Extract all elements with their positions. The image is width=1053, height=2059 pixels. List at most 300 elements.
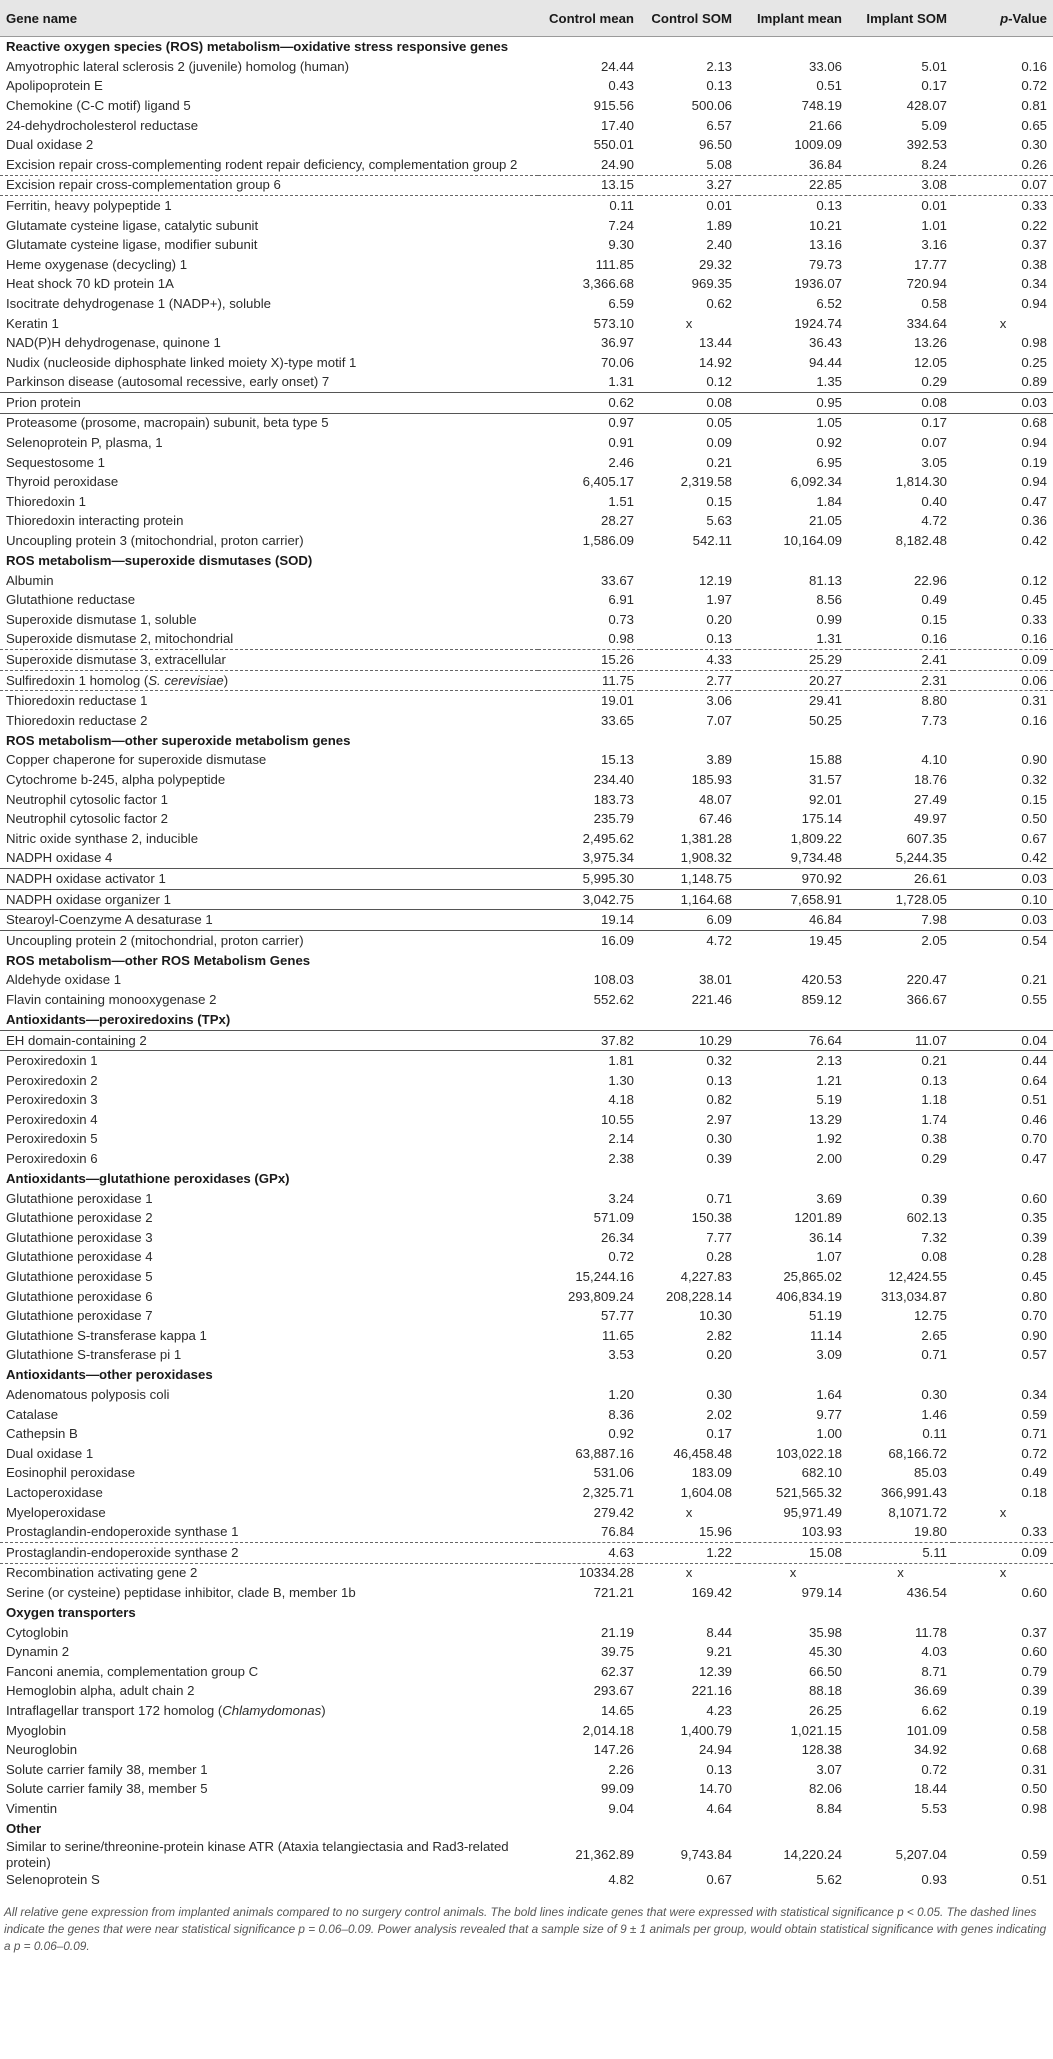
implant-som-cell: 0.16 — [921, 631, 947, 647]
control-mean-cell: 33.65 — [600, 712, 634, 728]
implant-mean-cell: x — [738, 1563, 848, 1583]
header-p-suffix: -Value — [1008, 10, 1047, 26]
gene-name-cell: Uncoupling protein 2 (mitochondrial, proton carrier) — [0, 930, 538, 950]
p-value-cell: 0.42 — [1021, 533, 1047, 549]
control-som-cell: 169.42 — [691, 1584, 732, 1600]
table-footnote: All relative gene expression from implanted animals compared to no surgery control animals. The bold lines indicate genes that were expressed with statistical significance p < 0.05. The dashed lines indicate the genes that were near statistical significance p = 0.06–0.09. Power analysis revealed that a sample size of 9 ± 1 animals per group, would obtain statistical significance with genes indicating a p = 0.06–0.09. — [4, 1905, 1047, 1954]
gene-name-cell: Glutathione peroxidase 3 — [6, 1229, 153, 1245]
section-title: Antioxidants—other peroxidases — [6, 1367, 213, 1383]
control-mean-cell: 4.63 — [538, 1542, 640, 1563]
p-value-cell: 0.07 — [953, 175, 1053, 196]
p-value-cell: 0.59 — [1021, 1846, 1047, 1862]
implant-mean-cell: 66.50 — [808, 1663, 842, 1679]
gene-name-cell: NAD(P)H dehydrogenase, quinone 1 — [6, 335, 221, 351]
implant-mean-cell: 8.84 — [816, 1800, 842, 1816]
gene-name-cell: Uncoupling protein 3 (mitochondrial, proton carrier) — [6, 533, 304, 549]
implant-mean-cell: 25,865.02 — [783, 1269, 842, 1285]
control-som-cell: 0.13 — [706, 631, 732, 647]
implant-som-cell: 101.09 — [906, 1722, 947, 1738]
p-value-cell: 0.09 — [953, 650, 1053, 671]
control-mean-cell: 550.01 — [593, 137, 634, 153]
p-value-cell: 0.81 — [1021, 97, 1047, 113]
control-som-cell: 4.33 — [640, 650, 738, 671]
gene-name-cell: Excision repair cross-complementing rodent repair deficiency, complementation group 2 — [6, 156, 518, 172]
control-mean-cell: 4.18 — [608, 1092, 634, 1108]
gene-name-cell: NADPH oxidase organizer 1 — [0, 889, 538, 910]
implant-som-cell: 0.17 — [921, 78, 947, 94]
control-som-cell: x — [640, 1563, 738, 1583]
table-row — [0, 1267, 1053, 1287]
p-value-cell: 0.55 — [1021, 991, 1047, 1007]
gene-name-cell: Dual oxidase 2 — [6, 137, 94, 153]
p-value-cell: 0.33 — [1021, 611, 1047, 627]
gene-name-cell: Vimentin — [6, 1800, 58, 1816]
implant-som-cell: 8,182.48 — [895, 533, 947, 549]
control-som-cell: 4.64 — [706, 1800, 732, 1816]
implant-mean-cell: 521,565.32 — [775, 1484, 842, 1500]
table-row — [0, 1483, 1053, 1503]
control-mean-cell: 0.62 — [538, 393, 640, 414]
control-som-cell: 13.44 — [698, 335, 732, 351]
control-som-cell: 4,227.83 — [680, 1269, 732, 1285]
control-mean-cell: 235.79 — [593, 811, 634, 827]
implant-mean-cell: 95,971.49 — [783, 1504, 842, 1520]
control-mean-cell: 21.19 — [600, 1624, 634, 1640]
implant-mean-cell: 0.95 — [738, 393, 848, 414]
table-row — [0, 1405, 1053, 1425]
table-row — [0, 1326, 1053, 1346]
table-row — [0, 155, 1053, 175]
control-som-cell: 0.62 — [706, 295, 732, 311]
control-mean-cell: 36.97 — [600, 335, 634, 351]
control-mean-cell: 915.56 — [593, 97, 634, 113]
table-row — [0, 135, 1053, 155]
p-value-cell: 0.28 — [1021, 1249, 1047, 1265]
gene-name-cell: Dual oxidase 1 — [6, 1445, 94, 1461]
implant-som-cell: 1.18 — [921, 1092, 947, 1108]
table-row — [0, 1110, 1053, 1130]
implant-som-cell: 85.03 — [913, 1465, 947, 1481]
control-som-cell: 0.13 — [706, 78, 732, 94]
table-row — [0, 1051, 1053, 1071]
implant-mean-cell: 1.07 — [816, 1249, 842, 1265]
control-som-cell: 38.01 — [698, 972, 732, 988]
gene-name-cell: Prion protein — [0, 393, 538, 414]
implant-mean-cell: 20.27 — [738, 670, 848, 691]
control-som-cell: 7.07 — [706, 712, 732, 728]
p-value-cell: 0.46 — [1021, 1111, 1047, 1127]
control-mean-cell: 63,887.16 — [575, 1445, 634, 1461]
table-row — [0, 751, 1053, 771]
implant-mean-cell: 81.13 — [808, 572, 842, 588]
gene-name-cell: Hemoglobin alpha, adult chain 2 — [6, 1683, 195, 1699]
control-mean-cell: 2.46 — [608, 454, 634, 470]
gene-name-cell: Thioredoxin 1 — [6, 493, 86, 509]
table-row — [0, 809, 1053, 829]
p-value-cell: 0.71 — [1021, 1426, 1047, 1442]
control-mean-cell: 39.75 — [600, 1644, 634, 1660]
gene-name-cell: Eosinophil peroxidase — [6, 1465, 136, 1481]
implant-mean-cell: 1.92 — [816, 1131, 842, 1147]
control-mean-cell: 76.84 — [600, 1524, 634, 1540]
gene-name-cell: Keratin 1 — [6, 315, 59, 331]
implant-mean-cell: 0.99 — [816, 611, 842, 627]
header-p-italic: p — [1000, 10, 1009, 26]
gene-name-cell: Neuroglobin — [6, 1742, 78, 1758]
implant-mean-cell: 6.95 — [816, 454, 842, 470]
p-value-cell: 0.94 — [1021, 474, 1047, 490]
table-row — [0, 990, 1053, 1010]
gene-name-cell: Catalase — [6, 1406, 59, 1422]
control-som-cell: 221.16 — [691, 1683, 732, 1699]
control-som-cell: 0.82 — [706, 1092, 732, 1108]
implant-som-cell: 68,166.72 — [888, 1445, 947, 1461]
implant-som-cell: x — [848, 1563, 953, 1583]
table-row — [0, 393, 1053, 414]
implant-som-cell: 27.49 — [913, 791, 947, 807]
p-value-cell: 0.98 — [1021, 335, 1047, 351]
table-row — [0, 1662, 1053, 1682]
control-som-cell: 24.94 — [698, 1742, 732, 1758]
control-mean-cell: 2,014.18 — [582, 1722, 634, 1738]
implant-som-cell: 8.80 — [848, 691, 953, 711]
control-som-cell: 4.23 — [706, 1702, 732, 1718]
implant-som-cell: 2.65 — [921, 1327, 947, 1343]
gene-name-cell: Solute carrier family 38, member 5 — [6, 1781, 208, 1797]
control-mean-cell: 2.14 — [608, 1131, 634, 1147]
control-som-cell: 208,228.14 — [665, 1288, 732, 1304]
gene-name-cell: Neutrophil cytosolic factor 1 — [6, 791, 168, 807]
control-mean-cell: 721.21 — [593, 1584, 634, 1600]
control-mean-cell: 6,405.17 — [582, 474, 634, 490]
p-value-cell: 0.90 — [1021, 752, 1047, 768]
implant-som-cell: 720.94 — [906, 276, 947, 292]
control-mean-cell: 6.91 — [608, 592, 634, 608]
control-som-cell: 9,743.84 — [680, 1846, 732, 1862]
gene-name-cell: Cathepsin B — [6, 1426, 78, 1442]
p-value-cell: 0.34 — [1021, 1387, 1047, 1403]
implant-som-cell: 0.72 — [921, 1761, 947, 1777]
control-som-cell: 1.97 — [706, 592, 732, 608]
gene-name-cell: Nitric oxide synthase 2, inducible — [6, 830, 199, 846]
gene-name-cell: Proteasome (prosome, macropain) subunit, beta type 5 — [0, 413, 538, 433]
p-value-cell: 0.37 — [1021, 237, 1047, 253]
implant-som-cell: 4.03 — [921, 1644, 947, 1660]
implant-mean-cell: 1.05 — [738, 413, 848, 433]
control-mean-cell: 108.03 — [593, 972, 634, 988]
header-p-value — [953, 0, 1053, 37]
control-mean-cell: 28.27 — [600, 513, 634, 529]
table-row — [0, 255, 1053, 275]
control-mean-cell: 2.38 — [608, 1151, 634, 1167]
control-mean-cell: 1.20 — [608, 1387, 634, 1403]
section-header-row — [0, 951, 1053, 971]
implant-mean-cell: 682.10 — [801, 1465, 842, 1481]
p-value-cell: x — [999, 1504, 1007, 1520]
control-som-cell: 1,164.68 — [640, 889, 738, 910]
gene-name-cell: Glutathione S-transferase pi 1 — [6, 1347, 182, 1363]
p-value-cell: 0.16 — [1021, 712, 1047, 728]
gene-name-cell: Cytoglobin — [6, 1624, 69, 1640]
p-value-cell: 0.31 — [1021, 1761, 1047, 1777]
control-mean-cell: 15.26 — [538, 650, 640, 671]
implant-som-cell: 3.05 — [921, 454, 947, 470]
p-value-cell: 0.26 — [1021, 156, 1047, 172]
control-mean-cell: 15.13 — [600, 752, 634, 768]
implant-som-cell: 5.11 — [848, 1542, 953, 1563]
table-row — [0, 691, 1053, 711]
gene-name-cell: Superoxide dismutase 3, extracellular — [0, 650, 538, 671]
control-som-cell: 6.57 — [706, 117, 732, 133]
header-gene-name: Gene name — [0, 0, 538, 37]
p-value-cell: 0.25 — [1021, 354, 1047, 370]
section-header-row — [0, 1010, 1053, 1031]
implant-som-cell: 0.58 — [921, 295, 947, 311]
implant-mean-cell: 8.56 — [816, 592, 842, 608]
control-som-cell: 2.77 — [640, 670, 738, 691]
p-value-cell: 0.68 — [953, 413, 1053, 433]
implant-mean-cell: 92.01 — [808, 791, 842, 807]
implant-mean-cell: 15.08 — [738, 1542, 848, 1563]
gene-name-cell: Thioredoxin interacting protein — [6, 513, 184, 529]
table-row — [0, 1542, 1053, 1563]
gene-name-cell: Adenomatous polyposis coli — [6, 1387, 170, 1403]
table-row — [0, 175, 1053, 196]
p-value-cell: 0.47 — [1021, 493, 1047, 509]
p-value-cell: 0.80 — [1021, 1288, 1047, 1304]
gene-name-cell: Albumin — [6, 572, 54, 588]
control-som-cell: 48.07 — [698, 791, 732, 807]
p-value-cell: 0.65 — [1021, 117, 1047, 133]
implant-som-cell: 0.40 — [921, 493, 947, 509]
p-value-cell: 0.38 — [1021, 256, 1047, 272]
gene-name-cell: Solute carrier family 38, member 1 — [6, 1761, 208, 1777]
control-som-cell: 0.15 — [706, 493, 732, 509]
implant-som-cell: 366,991.43 — [880, 1484, 947, 1500]
control-mean-cell: 552.62 — [593, 991, 634, 1007]
gene-name-cell: Prostaglandin-endoperoxide synthase 2 — [0, 1542, 538, 1563]
p-value-cell: 0.03 — [953, 910, 1053, 931]
implant-som-cell: 34.92 — [913, 1742, 947, 1758]
implant-som-cell: 220.47 — [906, 972, 947, 988]
table-row — [0, 1563, 1053, 1583]
implant-mean-cell: 31.57 — [808, 771, 842, 787]
table-row — [0, 1130, 1053, 1150]
table-row — [0, 1385, 1053, 1405]
gene-name-cell: Serine (or cysteine) peptidase inhibitor, clade B, member 1b — [6, 1584, 356, 1600]
table-row — [0, 1871, 1053, 1891]
p-value-cell: 0.70 — [1021, 1308, 1047, 1324]
gene-name-cell: Apolipoprotein E — [6, 78, 103, 94]
implant-som-cell: 5.09 — [921, 117, 947, 133]
implant-mean-cell: 1.00 — [816, 1426, 842, 1442]
p-value-cell: 0.60 — [1021, 1190, 1047, 1206]
table-header — [0, 0, 1053, 37]
implant-som-cell: 366.67 — [906, 991, 947, 1007]
gene-name-cell: Heat shock 70 kD protein 1A — [6, 276, 174, 292]
implant-mean-cell: 14,220.24 — [783, 1846, 842, 1862]
implant-som-cell: 0.49 — [921, 592, 947, 608]
table-row — [0, 1522, 1053, 1542]
control-som-cell: 1.22 — [640, 1542, 738, 1563]
gene-name-cell: Peroxiredoxin 6 — [6, 1151, 98, 1167]
table-row — [0, 910, 1053, 931]
table-row — [0, 77, 1053, 97]
control-som-cell: 3.06 — [640, 691, 738, 711]
control-mean-cell: 7.24 — [608, 217, 634, 233]
implant-mean-cell: 88.18 — [808, 1683, 842, 1699]
control-mean-cell: 3,366.68 — [582, 276, 634, 292]
control-mean-cell: 3.24 — [608, 1190, 634, 1206]
implant-mean-cell: 9.77 — [816, 1406, 842, 1422]
gene-name-cell: Amyotrophic lateral sclerosis 2 (juvenile) homolog (human) — [6, 58, 350, 74]
gene-name-cell: Fanconi anemia, complementation group C — [6, 1663, 259, 1679]
implant-mean-cell: 406,834.19 — [775, 1288, 842, 1304]
table-row — [0, 711, 1053, 731]
control-som-cell: 67.46 — [698, 811, 732, 827]
implant-som-cell: 0.21 — [848, 1051, 953, 1071]
implant-mean-cell: 13.16 — [808, 237, 842, 253]
control-mean-cell: 571.09 — [593, 1210, 634, 1226]
gene-name-cell: Glutamate cysteine ligase, modifier subunit — [6, 237, 258, 253]
control-som-cell: 7.77 — [706, 1229, 732, 1245]
table-row — [0, 1583, 1053, 1603]
control-mean-cell: 24.90 — [600, 156, 634, 172]
implant-mean-cell: 0.92 — [816, 435, 842, 451]
table-row — [0, 829, 1053, 849]
gene-name-cell: Glutathione peroxidase 7 — [6, 1308, 153, 1324]
implant-mean-cell: 175.14 — [801, 811, 842, 827]
implant-som-cell: 18.44 — [913, 1781, 947, 1797]
table-row — [0, 333, 1053, 353]
section-header-row — [0, 551, 1053, 571]
implant-som-cell: 7.98 — [848, 910, 953, 931]
p-value-cell: 0.33 — [953, 196, 1053, 216]
implant-mean-cell: 36.14 — [808, 1229, 842, 1245]
section-header-row — [0, 37, 1053, 58]
control-som-cell: 0.12 — [706, 374, 732, 390]
control-som-cell: 500.06 — [691, 97, 732, 113]
section-header-row — [0, 1819, 1053, 1839]
implant-mean-cell: 26.25 — [808, 1702, 842, 1718]
p-value-cell: 0.42 — [1021, 850, 1047, 866]
gene-name-cell: Peroxiredoxin 3 — [6, 1092, 98, 1108]
control-mean-cell: 3.53 — [608, 1347, 634, 1363]
gene-name-cell: Peroxiredoxin 5 — [6, 1131, 98, 1147]
p-value-cell: 0.04 — [953, 1030, 1053, 1051]
table-row — [0, 650, 1053, 671]
p-value-cell: 0.57 — [1021, 1347, 1047, 1363]
control-som-cell: 4.72 — [640, 930, 738, 950]
control-mean-cell: 2,325.71 — [582, 1484, 634, 1500]
section-title: Reactive oxygen species (ROS) metabolism—oxidative stress responsive genes — [6, 39, 509, 54]
control-mean-cell: 1,586.09 — [582, 533, 634, 549]
gene-name-cell: NADPH oxidase 4 — [6, 850, 113, 866]
implant-som-cell: 0.17 — [848, 413, 953, 433]
p-value-cell: 0.33 — [1021, 1524, 1047, 1540]
section-header-row — [0, 1365, 1053, 1385]
table-row — [0, 1287, 1053, 1307]
implant-som-cell: 8.71 — [921, 1663, 947, 1679]
gene-name-cell: Peroxiredoxin 2 — [6, 1072, 98, 1088]
implant-som-cell: 19.80 — [913, 1524, 947, 1540]
p-value-cell: 0.18 — [1021, 1484, 1047, 1500]
table-row — [0, 1780, 1053, 1800]
p-value-cell: 0.68 — [1021, 1742, 1047, 1758]
gene-name-cell: Glutathione reductase — [6, 592, 136, 608]
implant-som-cell: 0.29 — [921, 374, 947, 390]
table-row — [0, 1740, 1053, 1760]
implant-som-cell: 0.38 — [921, 1131, 947, 1147]
section-header-row — [0, 1603, 1053, 1623]
organism-name: S. cerevisiae — [148, 672, 224, 688]
implant-som-cell: 22.96 — [913, 572, 947, 588]
gene-name-cell: Glutathione peroxidase 4 — [6, 1249, 153, 1265]
control-mean-cell: 62.37 — [600, 1663, 634, 1679]
control-som-cell: 29.32 — [698, 256, 732, 272]
p-value-cell: 0.54 — [953, 930, 1053, 950]
control-som-cell: 10.30 — [698, 1308, 732, 1324]
implant-mean-cell: 6.52 — [816, 295, 842, 311]
control-mean-cell: 10.55 — [600, 1111, 634, 1127]
table-row — [0, 1091, 1053, 1111]
control-mean-cell: 1.81 — [538, 1051, 640, 1071]
table-row — [0, 1799, 1053, 1819]
organism-name: Chlamydomonas — [222, 1702, 322, 1718]
gene-name-cell: Myeloperoxidase — [6, 1504, 106, 1520]
gene-name-cell: Flavin containing monooxygenase 2 — [6, 991, 217, 1007]
table-row — [0, 889, 1053, 910]
gene-name-cell: Glutathione peroxidase 2 — [6, 1210, 153, 1226]
control-som-cell: 0.71 — [706, 1190, 732, 1206]
table-row — [0, 1760, 1053, 1780]
control-mean-cell: 99.09 — [600, 1781, 634, 1797]
p-value-cell: x — [999, 315, 1007, 331]
gene-name-cell: Peroxiredoxin 4 — [6, 1111, 98, 1127]
p-value-cell: 0.16 — [1021, 631, 1047, 647]
implant-som-cell: 3.08 — [848, 175, 953, 196]
gene-name-cell: 24-dehydrocholesterol reductase — [6, 117, 199, 133]
section-header-row — [0, 731, 1053, 751]
control-mean-cell: 19.01 — [538, 691, 640, 711]
implant-som-cell: 8,1071.72 — [888, 1504, 947, 1520]
p-value-cell: 0.67 — [1021, 830, 1047, 846]
table-row — [0, 235, 1053, 255]
control-som-cell: 3.27 — [640, 175, 738, 196]
table-row — [0, 531, 1053, 551]
gene-name-cell: Superoxide dismutase 2, mitochondrial — [6, 631, 234, 647]
implant-som-cell: 0.71 — [921, 1347, 947, 1363]
p-value-cell: 0.58 — [1021, 1722, 1047, 1738]
table-row — [0, 512, 1053, 532]
control-som-cell: 0.05 — [640, 413, 738, 433]
table-row — [0, 1682, 1053, 1702]
p-value-cell: 0.03 — [953, 869, 1053, 890]
implant-som-cell: 0.15 — [921, 611, 947, 627]
gene-name-cell: Parkinson disease (autosomal recessive, early onset) 7 — [6, 374, 330, 390]
implant-mean-cell: 46.84 — [738, 910, 848, 931]
table-body — [0, 37, 1053, 1891]
control-mean-cell: 0.43 — [608, 78, 634, 94]
control-mean-cell: 234.40 — [593, 771, 634, 787]
implant-mean-cell: 0.51 — [816, 78, 842, 94]
implant-mean-cell: 21.05 — [808, 513, 842, 529]
implant-mean-cell: 420.53 — [801, 972, 842, 988]
implant-mean-cell: 5.19 — [816, 1092, 842, 1108]
table-row — [0, 869, 1053, 890]
table-row — [0, 453, 1053, 473]
p-value-cell: 0.64 — [1021, 1072, 1047, 1088]
